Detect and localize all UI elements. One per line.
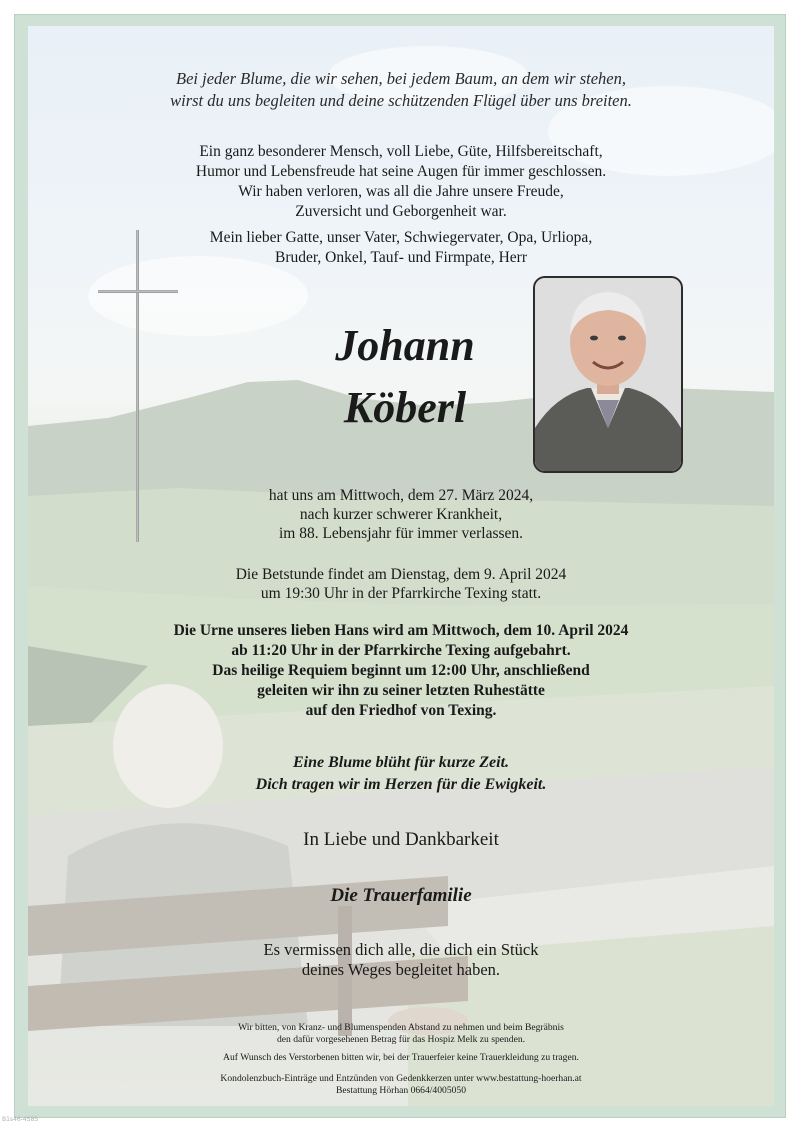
vigil-notice (28, 565, 774, 603)
death-notice (28, 486, 774, 543)
family-signature: Die Trauerfamilie (330, 885, 472, 906)
intro-line: Zuversicht und Geborgenheit war. (295, 203, 507, 220)
portrait-figure (535, 278, 681, 471)
thanks-line: In Liebe und Dankbarkeit (303, 829, 499, 850)
deceased-last-name: Köberl (343, 383, 467, 432)
funeral-notice (28, 621, 774, 721)
verse-line: Eine Blume blüht für kurze Zeit. (292, 754, 510, 771)
death-line: nach kurzer schwerer Krankheit, (299, 506, 503, 523)
motto-line: wirst du uns begleiten und deine schützenden Flügel über uns breiten. (170, 91, 632, 110)
closing-verse (28, 752, 774, 796)
image-credit: B1s46-4S8S (2, 1116, 39, 1123)
note-line: Wir bitten, von Kranz- und Blumenspenden Abstand zu nehmen und beim Begräbnis (238, 1022, 564, 1033)
vigil-line: um 19:30 Uhr in der Pfarrkirche Texing statt. (260, 585, 542, 602)
condolence-note (28, 1073, 774, 1096)
motto-verse (28, 68, 774, 112)
note-line: Kondolenzbuch-Einträge und Entzünden von Gedenkkerzen unter www.bestattung-hoerhan.at (220, 1073, 582, 1084)
missed-text (28, 940, 774, 980)
relation-line: Bruder, Onkel, Tauf- und Firmpate, Herr (275, 249, 527, 266)
funeral-line: geleiten wir ihn zu seiner letzten Ruhestätte (257, 682, 545, 699)
funeral-line: Das heilige Requiem beginnt um 12:00 Uhr, anschließend (212, 662, 590, 679)
relation-line: Mein lieber Gatte, unser Vater, Schwiegervater, Opa, Urliopa, (209, 229, 593, 246)
motto-line: Bei jeder Blume, die wir sehen, bei jedem Baum, an dem wir stehen, (176, 69, 626, 88)
missed-line: deines Weges begleitet haben. (301, 960, 501, 979)
intro-line: Wir haben verloren, was all die Jahre unsere Freude, (238, 183, 564, 200)
death-line: im 88. Lebensjahr für immer verlassen. (278, 525, 524, 542)
funeral-line: ab 11:20 Uhr in der Pfarrkirche Texing aufgebahrt. (231, 642, 571, 659)
funeral-line: auf den Friedhof von Texing. (305, 702, 497, 719)
missed-line: Es vermissen dich alle, die dich ein Stück (263, 940, 539, 959)
vigil-line: Die Betstunde findet am Dienstag, dem 9. April 2024 (235, 566, 567, 583)
portrait-photo (533, 276, 683, 473)
intro-line: Ein ganz besonderer Mensch, voll Liebe, Güte, Hilfsbereitschaft, (199, 143, 603, 160)
clothing-note: Auf Wunsch des Verstorbenen bitten wir, bei der Trauerfeier keine Trauerkleidung zu tragen. (223, 1052, 579, 1063)
verse-line: Dich tragen wir im Herzen für die Ewigkeit. (255, 776, 547, 793)
intro-text (28, 142, 774, 222)
intro-line: Humor und Lebensfreude hat seine Augen für immer geschlossen. (195, 163, 607, 180)
death-line: hat uns am Mittwoch, dem 27. März 2024, (268, 487, 534, 504)
funeral-line: Die Urne unseres lieben Hans wird am Mittwoch, dem 10. April 2024 (173, 622, 629, 639)
donation-note (28, 1022, 774, 1045)
cross-icon-bar (98, 290, 178, 293)
deceased-first-name: Johann (335, 321, 475, 370)
note-line: Bestattung Hörhan 0664/4005050 (335, 1084, 467, 1096)
relation-text (28, 228, 774, 268)
note-line: den dafür vorgesehenen Betrag für das Hospiz Melk zu spenden. (276, 1033, 526, 1045)
